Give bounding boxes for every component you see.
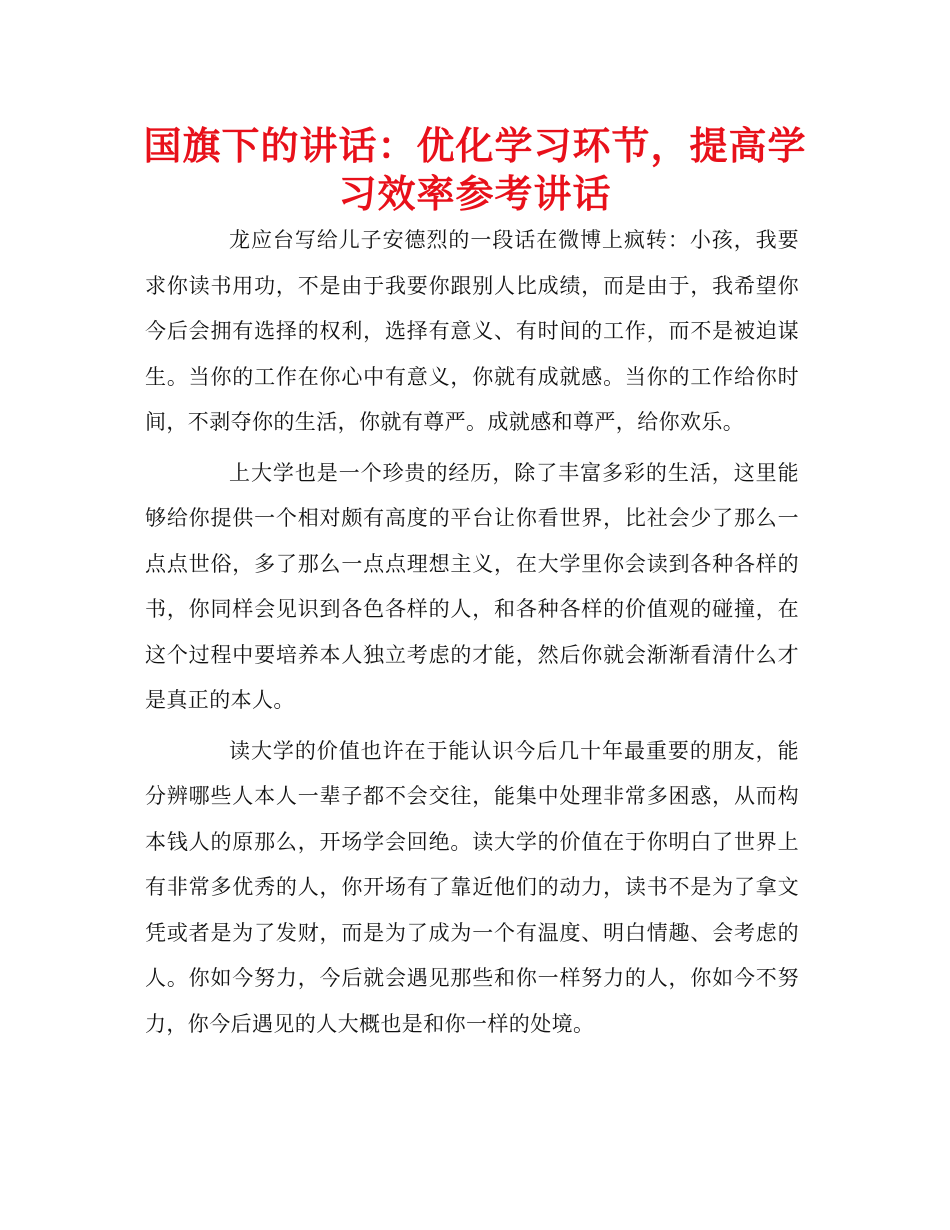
paragraph-3: 读大学的价值也许在于能认识今后几十年最重要的朋友，能分辨哪些人本人一辈子都不会交往，能集中处理非常多困惑，从而构本钱人的原那么，开场学会回绝。读大学的价值在于你明白了世界上有非常多优秀的人，你开场有了靠近他们的动力，读书不是为了拿文凭或者是为了发财，而是为了成为一个有温度、明白情趣、会考虑的人。你如今努力，今后就会遇见那些和你一样努力的人，你如今不努力，你今后遇见的人大概也是和你一样的处境。 — [145, 738, 799, 1036]
document-title: 国旗下的讲话：优化学习环节，提高学习效率参考讲话 — [143, 124, 807, 216]
paragraph-1: 龙应台写给儿子安德烈的一段话在微博上疯转：小孩，我要求你读书用功，不是由于我要你跟别人比成绩，而是由于，我希望你今后会拥有选择的权利，选择有意义、有时间的工作，而不是被迫谋生。当你的工作在你心中有意义，你就有成就感。当你的工作给你时间，不剥夺你的生活，你就有尊严。成就感和尊严，给你欢乐。 — [145, 228, 799, 434]
document-body — [145, 218, 799, 1052]
paragraph-2: 上大学也是一个珍贵的经历，除了丰富多彩的生活，这里能够给你提供一个相对颇有高度的平台让你看世界，比社会少了那么一点点世俗，多了那么一点点理想主义，在大学里你会读到各种各样的书，你同样会见识到各色各样的人，和各种各样的价值观的碰撞，在这个过程中要培养本人独立考虑的才能，然后你就会渐渐看清什么才是真正的本人。 — [145, 460, 799, 712]
